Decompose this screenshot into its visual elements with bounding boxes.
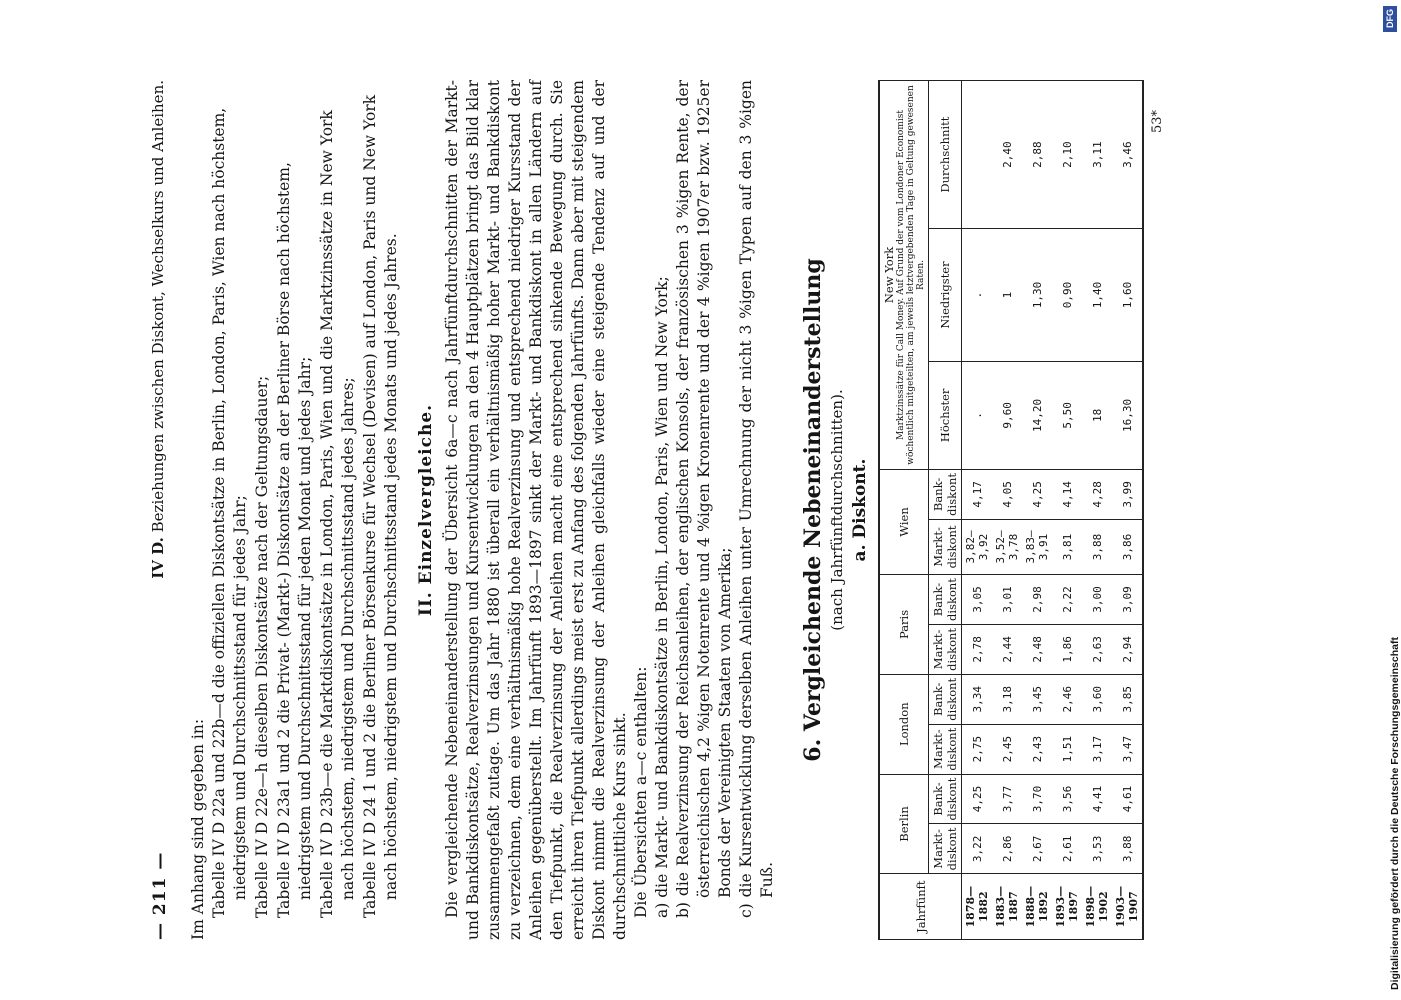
section-heading-2: II. Einzelvergleiche. (416, 403, 436, 617)
value-cell: 3,88 (1082, 519, 1112, 574)
value-cell: 3,81 (1052, 519, 1082, 574)
value-cell: 2,67 (1022, 824, 1052, 874)
value-cell: 1,60 (1112, 229, 1143, 362)
value-cell: 3,45 (1022, 674, 1052, 724)
value-cell: 18 (1082, 361, 1112, 469)
value-cell: 4,61 (1112, 774, 1143, 824)
discount-table (878, 80, 1144, 940)
value-cell: 2,61 (1052, 824, 1082, 874)
value-cell: 3,00 (1082, 575, 1112, 625)
paragraph: Die Übersichten a—c enthalten: (632, 666, 650, 918)
section-heading (150, 80, 167, 579)
period-cell: 1883—1887 (992, 874, 1022, 940)
page-number: — 211 — (150, 851, 170, 940)
list-item: Tabelle IV D 23b—e die Marktdiskontsätze in London, Paris, Wien und die Marktzinssätze in New York nach höchstem, niedrigstem und Durchschnittsstand jedes Jahres; (318, 110, 357, 918)
period-cell: 1878—1882 (962, 874, 993, 940)
value-cell: 2,46 (1052, 674, 1082, 724)
col-subheader: Niedrigster (929, 229, 962, 362)
section-title: Beziehungen zwischen Diskont, Wechselkurs und Anleihen. (149, 80, 167, 533)
col-subheader: Bank- diskont (929, 575, 962, 625)
period-cell: 1888—1892 (1022, 874, 1052, 940)
col-subheader: Höchster (929, 361, 962, 469)
value-cell: 9,60 (992, 361, 1022, 469)
value-cell: 2,40 (992, 81, 1022, 229)
value-cell: 3,47 (1112, 724, 1143, 774)
value-cell: 1,30 (1022, 229, 1052, 362)
subheader-row (929, 81, 962, 940)
col-header-period: Jahrfünft (879, 874, 962, 940)
value-cell: 4,25 (1022, 469, 1052, 519)
value-cell: 4,14 (1052, 469, 1082, 519)
value-cell: 2,88 (1022, 81, 1052, 229)
page-header (150, 80, 170, 940)
annex-table-list (209, 80, 402, 918)
value-cell: 2,75 (962, 724, 993, 774)
list-item: b) die Realverzinsung der Reichsanleihen, der englischen Konsols, der französischen 3 %igen Rente, der österreichischen 4,2 %igen Notenrente und 4 %igen Kronenrente und der 4 %igen 1907er bzw. 1925er Bonds der Vereinigten Staaten von Amerika; (674, 80, 734, 918)
value-cell: 3,22 (962, 824, 993, 874)
col-subheader: Markt- diskont (929, 519, 962, 574)
page-content (150, 80, 1165, 940)
value-cell: 3,85 (1112, 674, 1143, 724)
list-item: c) die Kursentwicklung derselben Anleihen unter Umrechnung der nicht 3 %igen Typen auf den 3 %igen Fuß. (737, 80, 776, 918)
value-cell: 3,01 (992, 575, 1022, 625)
intro-text: Im Anhang sind gegeben in: (189, 718, 207, 940)
value-cell: . (962, 361, 993, 469)
value-cell: 1,40 (1082, 229, 1112, 362)
col-subheader: Bank- diskont (929, 774, 962, 824)
table-row (1052, 81, 1082, 940)
value-cell: 2,78 (962, 624, 993, 674)
value-cell: 2,10 (1052, 81, 1082, 229)
value-cell: 2,86 (992, 824, 1022, 874)
value-cell: 4,28 (1082, 469, 1112, 519)
table-body (962, 81, 1144, 940)
value-cell: 3,46 (1112, 81, 1143, 229)
value-cell: 3,11 (1082, 81, 1112, 229)
value-cell: 3,83—3,91 (1022, 519, 1052, 574)
value-cell: 2,94 (1112, 624, 1143, 674)
period-cell: 1898—1902 (1082, 874, 1112, 940)
value-cell: 3,18 (992, 674, 1022, 724)
value-cell: 16,30 (1112, 361, 1143, 469)
value-cell: 2,48 (1022, 624, 1052, 674)
table-row (1022, 81, 1052, 940)
value-cell: 2,45 (992, 724, 1022, 774)
value-cell: . (962, 229, 993, 362)
col-subheader: Markt- diskont (929, 824, 962, 874)
period-cell: 1893—1897 (1052, 874, 1082, 940)
value-cell: 4,41 (1082, 774, 1112, 824)
period-cell: 1903—1907 (1112, 874, 1143, 940)
value-cell: 3,34 (962, 674, 993, 724)
table-row (1082, 81, 1112, 940)
value-cell: 1 (992, 229, 1022, 362)
value-cell: 4,25 (962, 774, 993, 824)
value-cell (962, 81, 993, 229)
value-cell: 2,98 (1022, 575, 1052, 625)
value-cell: 3,99 (1112, 469, 1143, 519)
value-cell: 3,77 (992, 774, 1022, 824)
funding-notice: Digitalisierung gefördert durch die Deutsche Forschungsgemeinschaft (1389, 637, 1401, 990)
value-cell: 3,86 (1112, 519, 1143, 574)
value-cell: 4,17 (962, 469, 993, 519)
col-subheader: Markt- diskont (929, 624, 962, 674)
value-cell: 1,51 (1052, 724, 1082, 774)
table-row (1112, 81, 1143, 940)
list-item: Tabelle IV D 22e—h dieselben Diskontsätze nach der Geltungsdauer; (253, 375, 271, 918)
list-item: Tabelle IV D 24 1 und 2 die Berliner Börsenkurse für Wechsel (Devisen) auf London, Paris und New York nach höchstem, niedrigstem und Durchschnittsstand jedes Monats und jedes Jahres. (361, 94, 400, 918)
col-header-city: Wien (879, 469, 929, 574)
overview-list (652, 80, 778, 918)
city-name: New York (882, 246, 896, 304)
col-header-city: Paris (879, 575, 929, 675)
paragraph: Die vergleichende Nebeneinanderstellung der Übersicht 6a—c nach Jahrfünftdurchschnitten der Markt- und Bankdiskontsätze, Realverzinsungen und Kursentwicklungen an den 4 Hauptplätzen bringt das Bild klar zusammengefaßt zutage. Um das Jahr 1880 ist überall ein verhältnismäßig hoher Markt- und Bankdiskont zu verzeichnen, dem eine verhältnismäßig hohe Realverzinsung und entsprechend niedriger Kursstand der Anleihen gegenüberstellt. Im Jahrfünft 1893—1897 sinkt der Markt- und Bankdiskont in allen Ländern auf den Tiefpunkt, die Realverzinsung der Anleihen macht eine entsprechend sinkende Bewegung durch. Sie erreicht ihren Tiefpunkt allerdings meist erst zu Anfang des folgenden Jahrfünfts. Dann aber mit steigendem Diskont nimmt die Realverzinsung der Anleihen gleichfalls wieder eine steigende Tendenz auf und der durchschnittliche Kurs sinkt. (443, 80, 629, 940)
value-cell: 0,90 (1052, 229, 1082, 362)
footer-page-number: 53* (1150, 110, 1165, 134)
value-cell: 3,05 (962, 575, 993, 625)
value-cell: 4,05 (992, 469, 1022, 519)
table-subtitle: (nach Jahrfünftdurchschnitten). (828, 389, 846, 631)
value-cell: 3,09 (1112, 575, 1143, 625)
value-cell: 3,70 (1022, 774, 1052, 824)
value-cell: 3,52—3,78 (992, 519, 1022, 574)
value-cell: 3,82—3,92 (962, 519, 993, 574)
col-header-city: London (879, 674, 929, 774)
value-cell: 2,22 (1052, 575, 1082, 625)
value-cell: 3,17 (1082, 724, 1112, 774)
dfg-logo: DFG (1383, 6, 1397, 32)
value-cell: 2,43 (1022, 724, 1052, 774)
value-cell: 3,60 (1082, 674, 1112, 724)
table-row (992, 81, 1022, 940)
list-item: a) die Markt- und Bankdiskontsätze in Berlin, London, Paris, Wien und New York; (653, 276, 671, 918)
col-subheader: Durchschnitt (929, 81, 962, 229)
col-header-city (879, 81, 929, 470)
value-cell: 1,86 (1052, 624, 1082, 674)
col-header-city: Berlin (879, 774, 929, 874)
value-cell: 3,88 (1112, 824, 1143, 874)
table-row (962, 81, 993, 940)
list-item: Tabelle IV D 22a und 22b—d die offiziellen Diskontsätze in Berlin, London, Paris, Wien nach höchstem, niedrigstem und Durchschnittsstand für jedes Jahr; (210, 107, 249, 918)
value-cell: 3,56 (1052, 774, 1082, 824)
list-item: Tabelle IV D 23a1 und 2 die Privat- (Markt-) Diskontsätze an der Berliner Börse nach höchstem, niedrigstem und Durchschnittsstand für jeden Monat und jedes Jahr; (275, 162, 314, 918)
col-subheader: Bank- diskont (929, 674, 962, 724)
section-code: IV D. (149, 537, 167, 579)
col-subheader: Markt- diskont (929, 724, 962, 774)
value-cell: 2,63 (1082, 624, 1112, 674)
new-york-note: Marktzinssätze für Call Money. Auf Grund der vom Londoner Economist wöchentlich mitgeteilten, am jeweils letztvergebenden Tage in Geltung gewesenen Raten. (896, 85, 926, 465)
table-title: 6. Vergleichende Nebeneinanderstellung (800, 258, 826, 762)
col-subheader: Bank- diskont (929, 469, 962, 519)
value-cell: 14,20 (1022, 361, 1052, 469)
value-cell: 2,44 (992, 624, 1022, 674)
table-subheading: a. Diskont. (850, 458, 870, 562)
value-cell: 5,50 (1052, 361, 1082, 469)
value-cell: 3,53 (1082, 824, 1112, 874)
